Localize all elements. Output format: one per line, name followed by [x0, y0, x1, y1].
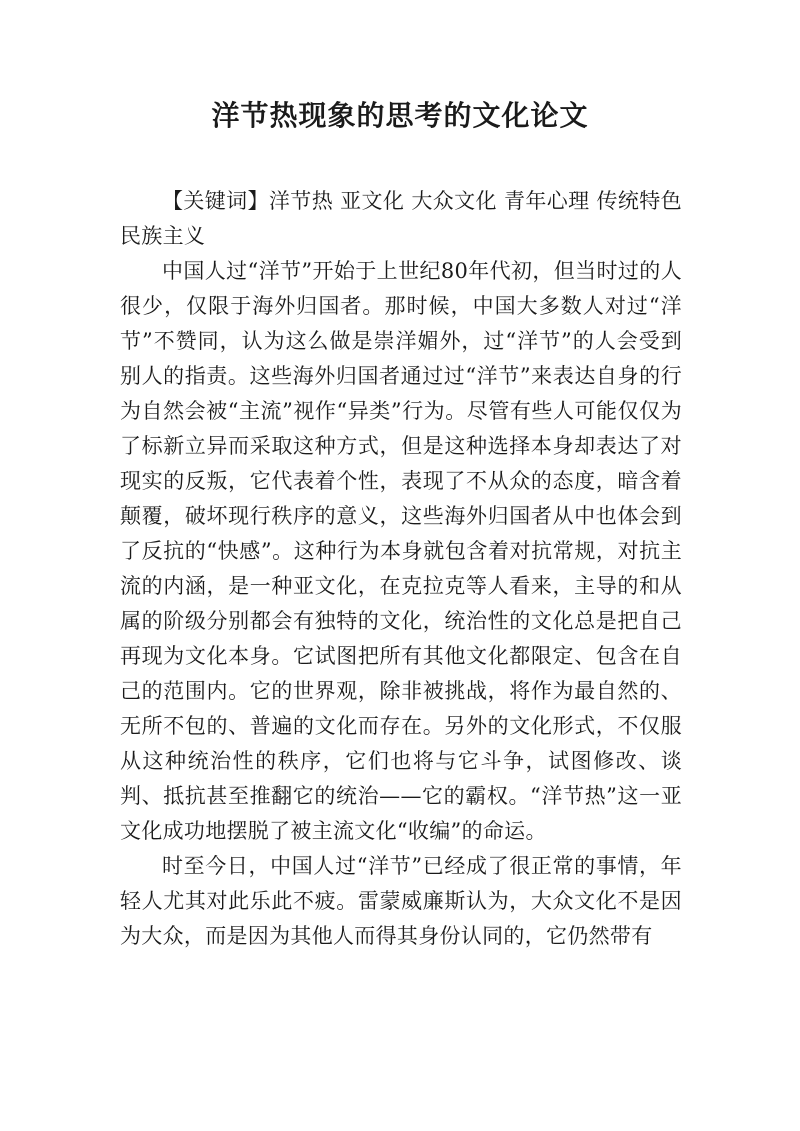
body-paragraph-2: 时至今日，中国人过“洋节”已经成了很正常的事情，年轻人尤其对此乐此不疲。雷蒙威廉斯认为，大众文化不是因为大众，而是因为其他人而得其身份认同的，它仍然带有 [120, 854, 682, 948]
document-body [120, 184, 682, 954]
keywords-paragraph: 【关键词】洋节热 亚文化 大众文化 青年心理 传统特色 民族主义 [120, 189, 682, 248]
body-paragraph-1: 中国人过“洋节”开始于上世纪80年代初，但当时过的人很少，仅限于海外归国者。那时候，中国大多数人对过“洋节”不赞同，认为这么做是崇洋媚外，过“洋节”的人会受到别人的指责。这些海外归国者通过过“洋节”来表达自身的行为自然会被“主流”视作“异类”行为。尽管有些人可能仅仅为了标新立异而采取这种方式，但是这种选择本身却表达了对现实的反叛，它代表着个性，表现了不从众的态度，暗含着颠覆，破坏现行秩序的意义，这些海外归国者从中也体会到了反抗的“快感”。这种行为本身就包含着对抗常规，对抗主流的内涵，是一种亚文化，在克拉克等人看来，主导的和从属的阶级分别都会有独特的文化，统治性的文化总是把自己再现为文化本身。它试图把所有其他文化都限定、包含在自己的范围内。它的世界观，除非被挑战，将作为最自然的、无所不包的、普遍的文化而存在。另外的文化形式，不仅服从这种统治性的秩序，它们也将与它斗争，试图修改、谈判、抵抗甚至推翻它的统治——它的霸权。“洋节热”这一亚文化成功地摆脱了被主流文化“收编”的命运。 [120, 259, 682, 843]
document-title: 洋节热现象的思考的文化论文 [211, 99, 589, 132]
